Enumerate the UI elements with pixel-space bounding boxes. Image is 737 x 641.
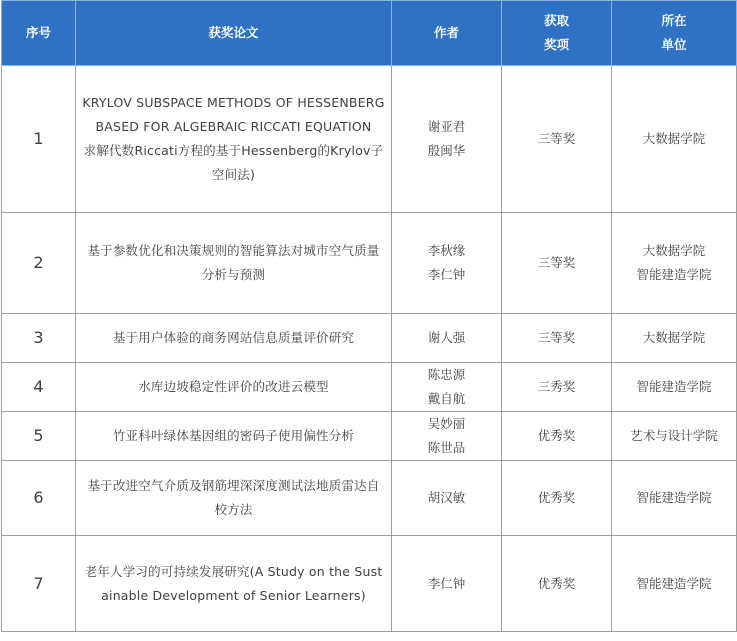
row-index: 1 [2, 66, 76, 213]
row-index: 3 [2, 314, 76, 363]
row-author: 李秋缘 [427, 243, 466, 258]
row-paper-english: KRYLOV SUBSPACE METHODS OF HESSENBERG BASED FOR ALGEBRAIC RICCATI EQUATION [82, 95, 385, 134]
header-award-line1: 获取 [543, 13, 569, 28]
header-authors: 作者 [392, 1, 502, 66]
row-author: 李仁钟 [427, 267, 466, 282]
row-unit-name: 智能建造学院 [636, 575, 712, 591]
header-row [2, 1, 737, 66]
row-author: 谢亚君 [427, 119, 466, 134]
row-authors [392, 536, 502, 632]
row-paper [76, 66, 392, 213]
row-unit [612, 461, 737, 536]
row-author: 胡汉敏 [427, 490, 466, 505]
row-unit-name: 大数据学院 [642, 131, 706, 146]
row-unit [612, 363, 737, 412]
row-award: 优秀奖 [502, 536, 612, 632]
row-paper: 基于改进空气介质及钢筋埋深深度测试法地质雷达自校方法 [76, 461, 392, 536]
table-row [2, 213, 737, 314]
row-unit [612, 66, 737, 213]
table-row [2, 461, 737, 536]
row-authors [392, 213, 502, 314]
row-paper: 基于用户体验的商务网站信息质量评价研究 [76, 314, 392, 363]
row-unit-name: 智能建造学院 [636, 490, 712, 505]
awards-table [1, 0, 737, 632]
row-paper: 老年人学习的可持续发展研究(A Study on the Sustainable Development of Senior Learners) [76, 536, 392, 632]
header-unit [612, 1, 737, 66]
row-unit-name: 智能建造学院 [636, 379, 712, 394]
table-row [2, 412, 737, 461]
row-award: 三秀奖 [502, 363, 612, 412]
row-author: 陈忠源 [427, 367, 466, 382]
row-award: 优秀奖 [502, 412, 612, 461]
row-award: 三等奖 [502, 213, 612, 314]
table-row [2, 363, 737, 412]
row-index: 4 [2, 363, 76, 412]
row-index: 6 [2, 461, 76, 536]
header-paper: 获奖论文 [76, 1, 392, 66]
row-paper: 水库边坡稳定性评价的改进云模型 [76, 363, 392, 412]
row-authors [392, 412, 502, 461]
row-author: 李仁钟 [427, 575, 466, 591]
row-author: 吴妙丽 [427, 416, 466, 431]
row-unit-name: 艺术与设计学院 [630, 428, 718, 443]
row-paper: 基于参数优化和决策规则的智能算法对城市空气质量分析与预测 [76, 213, 392, 314]
row-author: 戴自航 [427, 391, 466, 406]
row-unit-name: 大数据学院 [642, 243, 706, 258]
row-authors [392, 363, 502, 412]
row-award: 三等奖 [502, 314, 612, 363]
row-authors [392, 66, 502, 213]
header-unit-line1: 所在 [661, 13, 687, 28]
table-row [2, 66, 737, 213]
row-authors [392, 461, 502, 536]
row-index: 5 [2, 412, 76, 461]
row-unit-name: 智能建造学院 [636, 267, 712, 282]
row-author: 殷闽华 [427, 143, 466, 158]
row-paper-chinese: 求解代数Riccati方程的基于Hessenberg的Krylov子空间法) [83, 143, 384, 182]
header-unit-line2: 单位 [661, 37, 687, 52]
row-unit [612, 412, 737, 461]
row-unit [612, 213, 737, 314]
header-award [502, 1, 612, 66]
row-unit-name: 大数据学院 [642, 330, 706, 345]
row-index: 2 [2, 213, 76, 314]
row-index: 7 [2, 536, 76, 632]
row-author: 谢人强 [427, 330, 466, 345]
row-unit [612, 314, 737, 363]
row-authors [392, 314, 502, 363]
row-author: 陈世品 [427, 440, 466, 455]
header-award-line2: 奖项 [543, 37, 569, 52]
row-unit [612, 536, 737, 632]
table-row [2, 536, 737, 632]
row-paper: 竹亚科叶绿体基因组的密码子使用偏性分析 [76, 412, 392, 461]
row-award: 优秀奖 [502, 461, 612, 536]
row-award: 三等奖 [502, 66, 612, 213]
header-index: 序号 [2, 1, 76, 66]
table-row [2, 314, 737, 363]
